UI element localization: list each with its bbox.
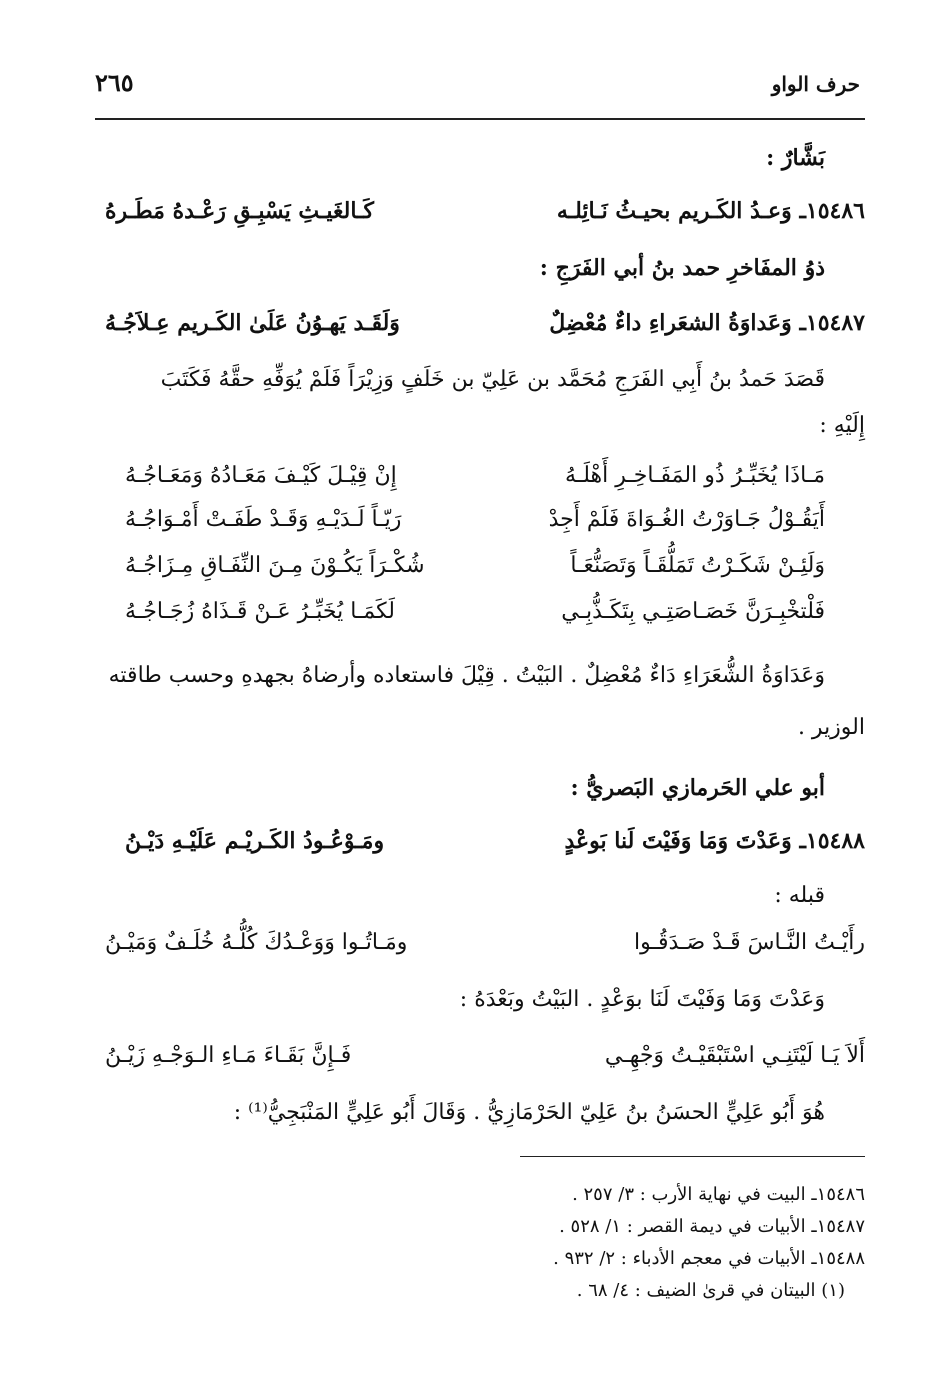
chapter-title: حرف الواو bbox=[771, 72, 860, 96]
verse-first-hemistich: أَلاَ يَـا لَيْتَنِـي اسْتَبْقَيْـتُ وَجْهِـي bbox=[604, 1043, 865, 1068]
verse-second-hemistich: لَكَمَـا يُخَبِّـرُ عَـنْ قَـذَاهُ زُجَـاجُـهُ bbox=[125, 599, 395, 624]
header-divider bbox=[95, 118, 865, 120]
verse-second-hemistich: ومَـوْعُـودُ الكَـريْـم عَلَيْـهِ دَيْـنُ bbox=[125, 828, 385, 854]
verse-second-hemistich: فَـإِنَّ بَقَـاءَ مَـاءِ الـوَجْـهِ زَيْـنُ bbox=[105, 1043, 352, 1068]
prose-closing-line: هُوَ أَبُو عَلِيٍّ الحسَنُ بنُ عَلِيّ الحَرْمَازِيُّ . وَقَالَ أَبُو عَلِيٍّ المَنْبَجِيُّ⁽¹⁾ : bbox=[233, 1100, 825, 1125]
prose-paragraph-1-line-1: قَصَدَ حَمدُ بنُ أَبِي الفَرَجِ مُحَمَّد بن عَلِيّ بن خَلَفٍ وَزِيْرَاً فَلَمْ يُوَفِّهِ حقَّهُ فَكَتَبَ bbox=[160, 367, 825, 392]
footnote-15486: ١٥٤٨٦ـ البيت في نهاية الأرب : ٣/ ٢٥٧ . bbox=[572, 1184, 865, 1205]
footnote-15488: ١٥٤٨٨ـ الأبيات في معجم الأدباء : ٢/ ٩٣٢ . bbox=[553, 1248, 865, 1269]
verse-second-hemistich: شُكْـرَاً يَكُـوْنَ مِـنَ النِّفَـاقِ مِـزَاجُـهُ bbox=[125, 553, 425, 578]
footnote-1: (١) البيتان في قرىٰ الضيف : ٤/ ٦٨ . bbox=[576, 1280, 845, 1301]
verse-first-hemistich: ١٥٤٨٧ـ وَعَداوَةُ الشعَراءِ داءٌ مُعْضِلٌ bbox=[549, 310, 865, 336]
verse-first-hemistich: ١٥٤٨٨ـ وَعَدْتَ وَمَا وَفَيْتَ لَنا بَوعْدٍ bbox=[564, 828, 865, 854]
prose-paragraph-2-line-2: الوزير . bbox=[797, 715, 865, 740]
poet-attribution-1: بَشَّارٌ : bbox=[766, 145, 825, 171]
verse-second-hemistich: وَلَقَـد يَهـوُنُ عَلَىٰ الكَـريم عِـلاَجُـهُ bbox=[105, 310, 400, 336]
verse-first-hemistich: فَلْتخْبِـرَنَّ خَصَـاصَتِـي بِتَكَـذُّبِـي bbox=[561, 599, 825, 624]
prose-line-after: وَعَدْتَ وَمَا وَفَيْتَ لَنَا بوَعْدٍ . البَيْتُ وبَعْدَهُ : bbox=[459, 987, 825, 1012]
verse-first-hemistich: رأَيْـتُ النَّـاسَ قَـدْ صَـدَقُـوا bbox=[634, 930, 865, 955]
verse-second-hemistich: إِنْ قِيْـلَ كَيْـفَ مَعَـادُهُ وَمَعَـاجُـهُ bbox=[125, 463, 397, 488]
verse-second-hemistich: كَـالغَيـثِ يَسْبِـقِ رَعْـدهُ مَطَـرهُ bbox=[105, 198, 374, 224]
prose-paragraph-1-line-2: إِلَيْهِ : bbox=[819, 413, 865, 438]
verse-first-hemistich: ١٥٤٨٦ـ وَعـدُ الكَـريم بحيـثُ نَـائِلـه bbox=[556, 198, 865, 224]
poet-attribution-2: ذوُ المفَاخرِ حمد بنُ أبي الفَرَجِ : bbox=[539, 255, 825, 281]
label-before: قبله : bbox=[774, 883, 825, 908]
verse-second-hemistich: ومَـاتُـوا وَوَعْـدُكَ كُلُّـهُ خُلَـفٌ وَمَيْـنُ bbox=[105, 930, 408, 955]
verse-first-hemistich: مَـاذَا يُخَبِّـرُ ذُو المَفَـاخِـرِ أَهْلَـهُ bbox=[564, 463, 825, 488]
running-header bbox=[95, 64, 860, 104]
footnote-15487: ١٥٤٨٧ـ الأبيات في ديمة القصر : ١/ ٥٢٨ . bbox=[559, 1216, 865, 1237]
footnote-divider bbox=[520, 1156, 865, 1157]
prose-paragraph-2-line-1: وَعَدَاوَةُ الشُّعَرَاءِ دَاءٌ مُعْضِلٌ . البَيْتُ . قِيْلَ فاستعاده وأرضاهُ بجهدهِ وحسب طاقته bbox=[108, 663, 825, 688]
page-number: ٢٦٥ bbox=[95, 68, 134, 97]
verse-first-hemistich: وَلَئِـنْ شَكَـرْتُ تَمَلُّقَـاً وَتَصَنُّعَـاً bbox=[570, 553, 825, 578]
verse-first-hemistich: أَيَقُـوْلُ جَـاوَرْتُ الغُـوَاةَ فَلَمْ أَجِدْ bbox=[548, 507, 825, 532]
verse-second-hemistich: رَيّـاً لَـدَيْـهِ وَقَـدْ طَفَـتْ أَمْـوَاجُـهُ bbox=[125, 507, 402, 532]
poet-attribution-3: أبو علي الحَرمازي البَصريُّ : bbox=[570, 775, 825, 801]
